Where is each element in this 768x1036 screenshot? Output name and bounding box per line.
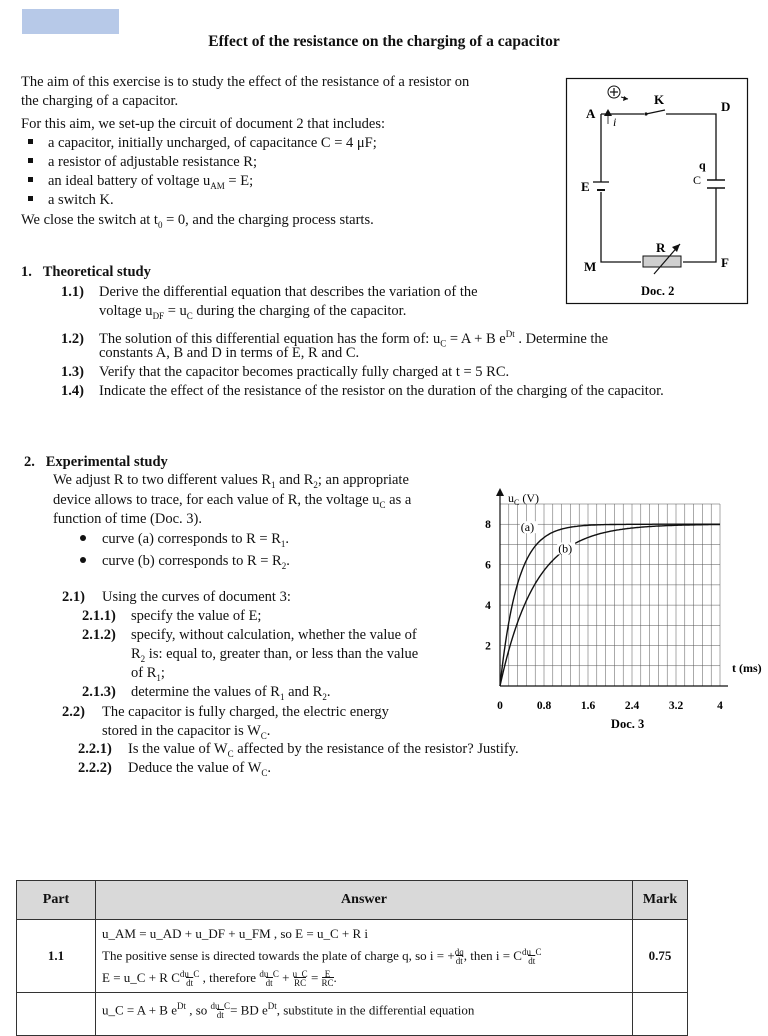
x-tick-label: 4	[717, 700, 723, 712]
node-label-D: D	[721, 99, 731, 114]
chart-axes	[496, 488, 728, 686]
list-item: a switch K.	[28, 191, 114, 210]
question-2-1-2-cont2: of $R_1$;	[131, 665, 165, 683]
x-tick-label: 0.8	[536, 700, 552, 712]
answer-line: The positive sense is directed towards the plate of charge q, so $i = +\frac{dq}{dt}$, then $i = C\frac{du\_C}{dt}$	[102, 947, 542, 967]
x-axis-label: t (ms)	[732, 661, 762, 675]
section1-heading: 1. Theoretical study	[21, 264, 151, 280]
resistor-label-R: R	[656, 240, 666, 255]
page-title: Effect of the resistance on the charging of a capacitor	[208, 33, 560, 50]
question-1-4: 1.4) Indicate the effect of the resistance of the resistor on the duration of the charging of the capacitor.	[61, 383, 664, 399]
curve-a-label: (a)	[520, 520, 535, 535]
curve-b-label: (b)	[558, 541, 573, 556]
battery-label-E: E	[581, 179, 590, 194]
table-cell-mark: 0.75	[633, 920, 688, 993]
y-axis-label-sub: C	[514, 498, 520, 507]
question-1-1: 1.1) Derive the differential equation that describes the variation of the	[61, 284, 478, 300]
question-2-1-2: 2.1.2) specify, without calculation, whether the value of	[82, 627, 417, 643]
question-2-1: 2.1) Using the curves of document 3:	[62, 589, 291, 605]
switch-blade	[646, 110, 665, 114]
y-tick-label: 8	[485, 519, 491, 532]
list-item: curve (a) corresponds to $R = R_1$.	[80, 530, 289, 554]
table-header-mark: Mark	[633, 881, 688, 920]
current-arrow-icon	[604, 109, 612, 116]
y-tick-label: 6	[485, 559, 491, 572]
charge-label-q: q	[699, 158, 706, 172]
list-item: a capacitor, initially uncharged, of capacitance C = 4 μF;	[28, 134, 377, 153]
node-label-F: F	[721, 255, 729, 270]
table-row	[17, 920, 688, 993]
capacitor-label-C: C	[693, 173, 702, 187]
question-2-2-cont: stored in the capacitor is $W_C$.	[102, 723, 271, 741]
answer-table	[16, 880, 688, 1036]
list-item: a resistor of adjustable resistance R;	[28, 153, 257, 172]
table-cell-answer: u_C = A + B $e^{Dt}$ , so $\frac{du\_C}{dt}=$ BD $e^{Dt}$, substitute in the differential equation	[96, 993, 633, 1036]
x-tick-label: 2.4	[624, 700, 640, 712]
circuit-diagram	[566, 78, 748, 304]
x-tick-label: 1.6	[580, 700, 596, 712]
node-label-A: A	[586, 106, 596, 121]
section2-line-1: We adjust R to two different values $R_1$ and $R_2$; an appropriate	[53, 472, 409, 490]
table-cell-mark	[633, 993, 688, 1036]
switch-label-K: K	[654, 92, 665, 107]
question-2-2: 2.2) The capacitor is fully charged, the electric energy	[62, 704, 389, 720]
table-cell-answer	[96, 920, 633, 993]
doc3-chart	[478, 486, 762, 736]
y-tick-label: 4	[485, 600, 491, 613]
section2-line-2: device allows to trace, for each value of R, the voltage $u_C$ as a	[53, 492, 412, 510]
table-row	[17, 993, 688, 1036]
current-label-i: i	[613, 115, 617, 129]
y-axis-label: $u_C$ (V)	[508, 491, 540, 507]
table-cell-part	[17, 993, 96, 1036]
header-highlight-box	[22, 9, 119, 34]
node-label-M: M	[584, 259, 597, 274]
question-1-2-cont: constants A, B and D in terms of E, R and C.	[99, 345, 360, 361]
table-header-part: Part	[17, 881, 96, 920]
y-tick-label: 2	[485, 640, 491, 653]
y-axis-arrow-icon	[496, 488, 504, 496]
question-2-2-2: 2.2.2) Deduce the value of $W_C$.	[78, 760, 272, 778]
x-tick-label: 0	[497, 700, 503, 712]
intro-line-3: For this aim, we set-up the circuit of document 2 that includes:	[21, 116, 386, 132]
intro-line-2: the charging of a capacitor.	[21, 93, 179, 109]
answer-line: E = u_C + R $C\frac{du\_C}{dt}$ , therefore $\frac{du\_C}{dt} + \frac{u\_C}{RC} = \frac{E}{RC}$.	[102, 969, 337, 989]
section2-line-3: function of time (Doc. 3).	[53, 511, 202, 527]
list-item: curve (b) corresponds to $R = R_2$.	[80, 552, 290, 576]
doc2-caption: Doc. 2	[641, 284, 675, 298]
answer-line: u_AM = u_AD + u_DF + u_FM , so E = u_C + R i	[102, 926, 368, 941]
question-2-1-2-cont: $R_2$ is: equal to, greater than, or less than the value	[131, 646, 419, 664]
question-1-1-cont: voltage $u_{DF} = u_C$ during the charging of the capacitor.	[99, 303, 407, 321]
question-2-1-3: 2.1.3) determine the values of $R_1$ and $R_2$.	[82, 684, 331, 702]
question-1-3: 1.3) Verify that the capacitor becomes practically fully charged at t = 5 RC.	[61, 364, 510, 380]
question-2-2-1: 2.2.1) Is the value of $W_C$ affected by the resistance of the resistor? Justify.	[78, 741, 519, 759]
section2-heading: 2. Experimental study	[24, 454, 168, 470]
x-tick-label: 3.2	[668, 700, 684, 712]
y-axis-label-unit: (V)	[519, 491, 540, 505]
list-item: an ideal battery of voltage $u_{AM} = E$;	[28, 172, 253, 196]
doc3-caption: Doc. 3	[610, 717, 645, 731]
question-1-2: 1.2) The solution of this differential equation has the form of: $u_C = A + B$ $e^{Dt}$ . Determine the	[61, 329, 609, 349]
question-2-1-1: 2.1.1) specify the value of E;	[82, 608, 262, 624]
intro-closing: We close the switch at $t_0 = 0$, and the charging process starts.	[21, 212, 374, 230]
table-header-answer: Answer	[96, 881, 633, 920]
intro-line-1: The aim of this exercise is to study the effect of the resistance of a resistor on	[21, 74, 470, 90]
table-cell-part: 1.1	[17, 920, 96, 993]
